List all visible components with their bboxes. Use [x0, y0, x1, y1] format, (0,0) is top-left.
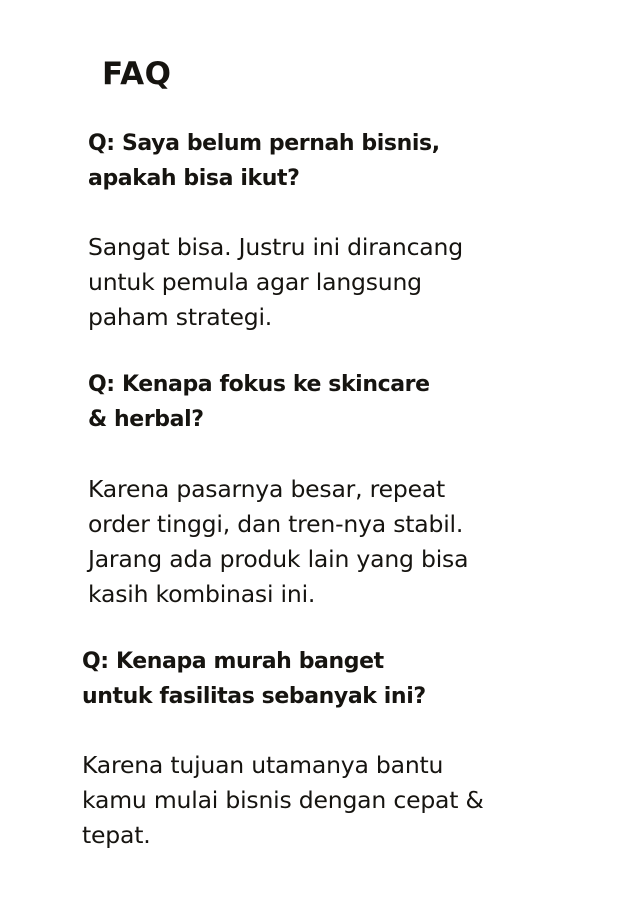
faq-title: FAQ: [102, 56, 172, 92]
faq-question: Q: Kenapa murah banget untuk fasilitas sebanyak ini?: [82, 649, 426, 709]
faq-item: [82, 644, 552, 853]
faq-question: Q: Kenapa fokus ke skincare & herbal?: [88, 372, 430, 432]
faq-answer: Karena pasarnya besar, repeat order tinggi, dan tren-nya stabil. Jarang ada produk lain yang bisa kasih kombinasi ini.: [88, 475, 469, 608]
faq-question: Q: Saya belum pernah bisnis, apakah bisa ikut?: [88, 131, 440, 191]
faq-answer: Karena tujuan utamanya bantu kamu mulai bisnis dengan cepat & tepat.: [82, 751, 484, 849]
faq-answer: Sangat bisa. Justru ini dirancang untuk pemula agar langsung paham strategi.: [88, 233, 463, 331]
faq-item: [88, 126, 558, 335]
faq-item: [88, 367, 558, 612]
